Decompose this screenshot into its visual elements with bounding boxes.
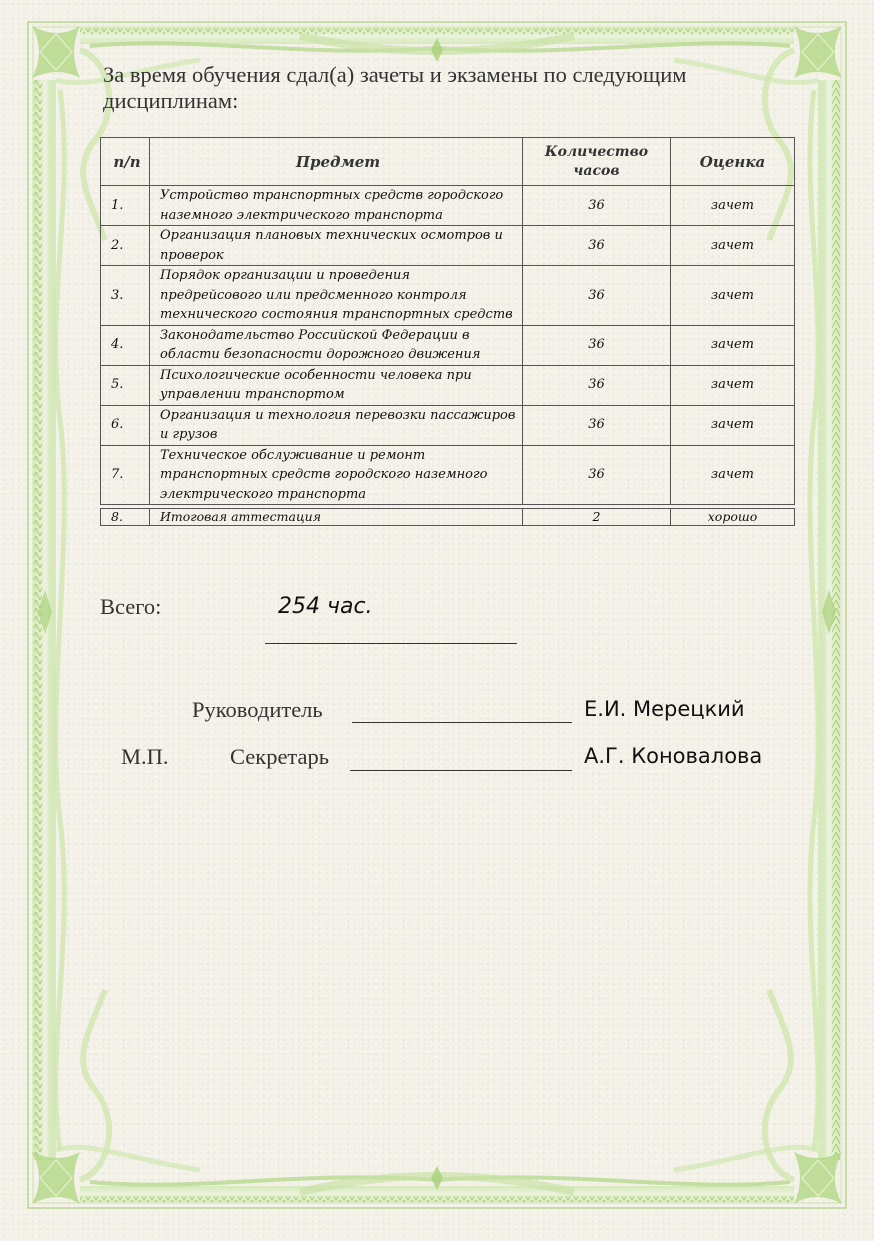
row-grade: зачет <box>671 186 795 226</box>
row-num: 8. <box>101 509 150 526</box>
total-hours-value: 254 час. <box>278 594 373 619</box>
head-signature-line <box>352 722 572 723</box>
row-hours: 36 <box>523 226 671 266</box>
row-hours: 36 <box>523 266 671 326</box>
corner-ornament-bottom-right <box>674 990 842 1204</box>
header-grade: Оценка <box>671 138 795 186</box>
table-row <box>101 445 795 505</box>
row-num: 5. <box>101 365 150 405</box>
row-subject: Устройство транспортных средств городского наземного электрического транспорта <box>150 186 523 226</box>
header-subject: Предмет <box>150 138 523 186</box>
intro-text: За время обучения сдал(а) зачеты и экзамены по следующим дисциплинам: <box>103 62 687 113</box>
header-hours-line2: часов <box>573 162 620 179</box>
row-num: 3. <box>101 266 150 326</box>
secretary-signature-line <box>350 770 572 771</box>
row-grade: зачет <box>671 226 795 266</box>
row-subject: Техническое обслуживание и ремонт транспортных средств городского наземного электрического транспорта <box>150 445 523 505</box>
table-row <box>101 325 795 365</box>
secretary-title: Секретарь <box>230 744 330 769</box>
table-row <box>101 266 795 326</box>
header-hours <box>523 138 671 186</box>
total-underline <box>265 643 517 644</box>
final-attestation-row <box>101 509 795 526</box>
row-num: 6. <box>101 405 150 445</box>
right-mid-ornament <box>822 590 836 634</box>
stamp-label: М.П. <box>121 744 169 769</box>
row-hours: 2 <box>523 509 671 526</box>
row-num: 4. <box>101 325 150 365</box>
row-hours: 36 <box>523 365 671 405</box>
row-hours: 36 <box>523 325 671 365</box>
row-hours: 36 <box>523 445 671 505</box>
row-grade: хорошо <box>671 509 795 526</box>
top-border-band <box>80 28 794 62</box>
corner-ornament-bottom-left <box>32 990 200 1204</box>
table-row <box>101 186 795 226</box>
header-num: п/п <box>101 138 150 186</box>
table-row <box>101 365 795 405</box>
right-border-band <box>810 80 840 1160</box>
table-row <box>101 226 795 266</box>
row-grade: зачет <box>671 365 795 405</box>
header-hours-line1: Количество <box>544 143 649 160</box>
row-subject: Организация и технология перевозки пассажиров и грузов <box>150 405 523 445</box>
subjects-table <box>100 137 795 526</box>
row-subject: Итоговая аттестация <box>150 509 523 526</box>
head-name: Е.И. Мерецкий <box>584 697 745 721</box>
row-subject: Порядок организации и проведения предрейсового или предсменного контроля технического состояния транспортных средств <box>150 266 523 326</box>
row-hours: 36 <box>523 405 671 445</box>
row-subject: Законодательство Российской Федерации в области безопасности дорожного движения <box>150 325 523 365</box>
table-header-row <box>101 138 795 186</box>
row-grade: зачет <box>671 405 795 445</box>
left-border-band <box>34 80 64 1160</box>
row-hours: 36 <box>523 186 671 226</box>
total-label: Всего: <box>100 594 162 619</box>
row-subject: Организация плановых технических осмотров и проверок <box>150 226 523 266</box>
row-grade: зачет <box>671 445 795 505</box>
bottom-border-band <box>80 1166 794 1202</box>
row-grade: зачет <box>671 325 795 365</box>
head-title: Руководитель <box>192 697 323 722</box>
table-row <box>101 405 795 445</box>
row-num: 7. <box>101 445 150 505</box>
row-num: 1. <box>101 186 150 226</box>
row-num: 2. <box>101 226 150 266</box>
row-subject: Психологические особенности человека при управлении транспортом <box>150 365 523 405</box>
left-mid-ornament <box>38 590 52 634</box>
row-grade: зачет <box>671 266 795 326</box>
secretary-name: А.Г. Коновалова <box>584 744 763 768</box>
